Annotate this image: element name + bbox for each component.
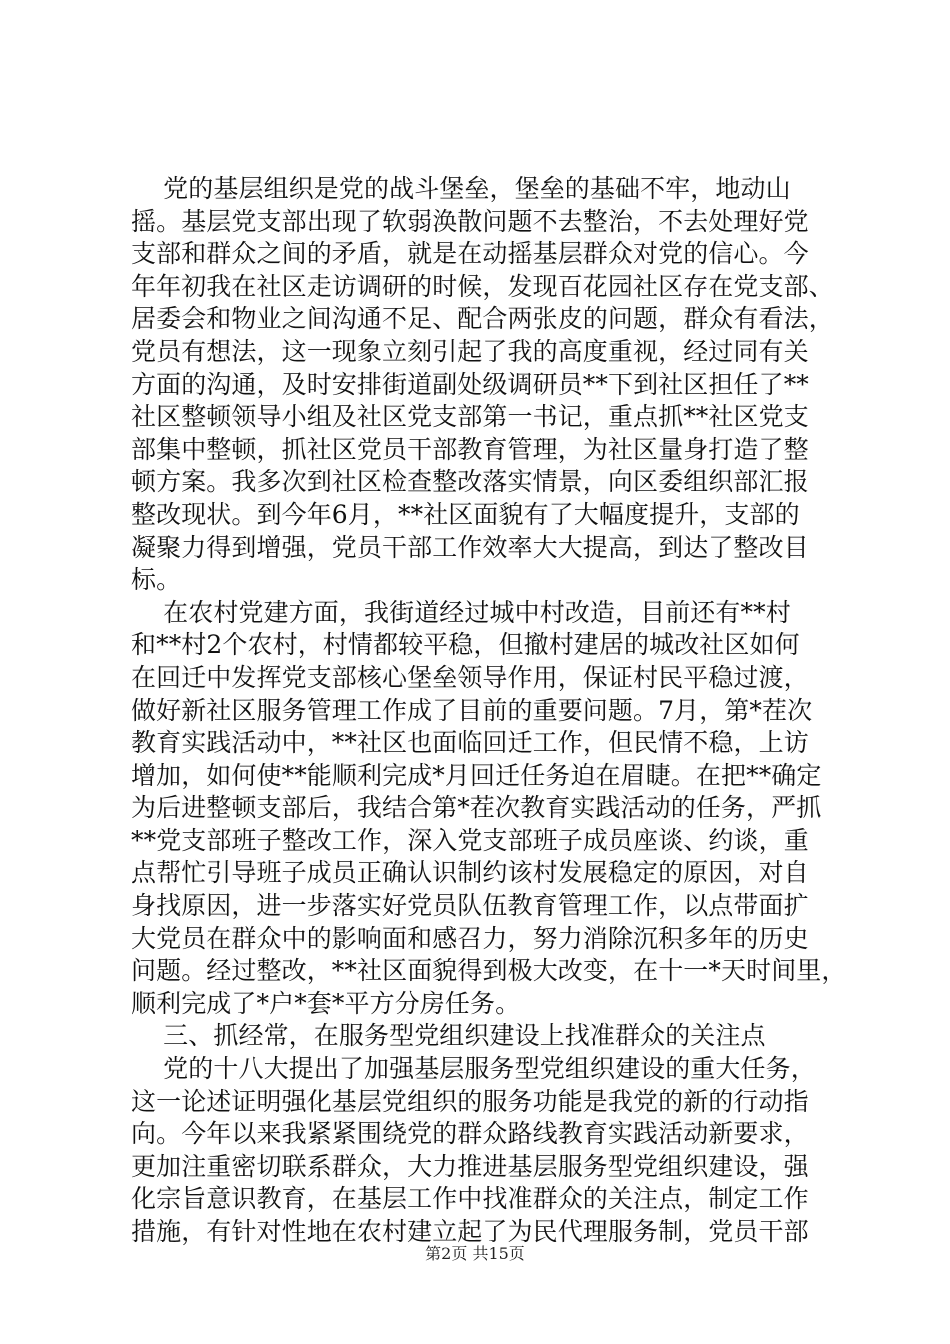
text-line: 党员有想法，这一现象立刻引起了我的高度重视，经过同有关 [131,336,809,366]
text-line: 社区整顿领导小组及社区党支部第一书记，重点抓**社区党支 [131,402,809,432]
text-line: 大党员在群众中的影响面和感召力，努力消除沉积多年的历史 [131,923,809,953]
text-line: 在回迁中发挥党支部核心堡垒领导作用，保证村民平稳过渡， [131,662,809,692]
text-line: 部集中整顿，抓社区党员干部教育管理，为社区量身打造了整 [131,434,809,464]
document-body [131,173,847,1249]
text-line: 摇。基层党支部出现了软弱涣散问题不去整治，不去处理好党 [131,206,809,236]
text-line: 标。 [131,565,182,595]
text-line: 向。今年以来我紧紧围绕党的群众路线教育实践活动新要求， [131,1119,809,1149]
text-line: 支部和群众之间的矛盾，就是在动摇基层群众对党的信心。今 [131,239,809,269]
text-line: 身找原因，进一步落实好党员队伍教育管理工作，以点带面扩 [131,891,809,921]
text-line: 年年初我在社区走访调研的时候，发现百花园社区存在党支部、 [131,271,834,301]
text-line: 居委会和物业之间沟通不足、配合两张皮的问题，群众有看法， [131,304,834,334]
text-line: 问题。经过整改，**社区面貌得到极大改变，在十一*天时间里， [131,956,847,986]
text-line: 党的基层组织是党的战斗堡垒，堡垒的基础不牢，地动山 [131,174,791,203]
text-line: 做好新社区服务管理工作成了目前的重要问题。7月，第*茬次 [131,695,813,725]
text-line: 和**村2个农村，村情都较平稳，但撤村建居的城改社区如何 [131,630,800,660]
text-line: 凝聚力得到增强，党员干部工作效率大大提高，到达了整改目 [131,532,809,562]
text-line: 点帮忙引导班子成员正确认识制约该村发展稳定的原因，对自 [131,858,809,888]
text-line: **党支部班子整改工作，深入党支部班子成员座谈、约谈，重 [131,825,809,855]
text-line: 这一论述证明强化基层党组织的服务功能是我党的新的行动指 [131,1086,809,1116]
text-line: 整改现状。到今年6月，**社区面貌有了大幅度提升，支部的 [131,499,800,529]
text-line: 更加注重密切联系群众，大力推进基层服务型党组织建设，强 [131,1151,809,1181]
text-line: 党的十八大提出了加强基层服务型党组织建设的重大任务， [131,1054,816,1084]
text-line: 顺利完成了*户*套*平方分房任务。 [131,988,521,1018]
text-line: 在农村党建方面，我街道经过城中村改造，目前还有**村 [131,597,791,627]
section-heading: 三、抓经常，在服务型党组织建设上找准群众的关注点 [131,1021,766,1051]
text-line: 措施，有针对性地在农村建立起了为民代理服务制，党员干部 [131,1217,809,1246]
text-line: 增加，如何使**能顺利完成*月回迁任务迫在眉睫。在把**确定 [131,760,822,790]
text-line: 为后进整顿支部后，我结合第*茬次教育实践活动的任务，严抓 [131,793,822,823]
text-line: 顿方案。我多次到社区检查整改落实情景，向区委组织部汇报 [131,467,809,497]
text-line: 方面的沟通，及时安排街道副处级调研员**下到社区担任了** [131,369,809,399]
page-number-footer: 第2页 共15页 [425,1244,525,1263]
text-line: 化宗旨意识教育，在基层工作中找准群众的关注点，制定工作 [131,1184,809,1214]
text-line: 教育实践活动中，**社区也面临回迁工作，但民情不稳，上访 [131,728,809,758]
